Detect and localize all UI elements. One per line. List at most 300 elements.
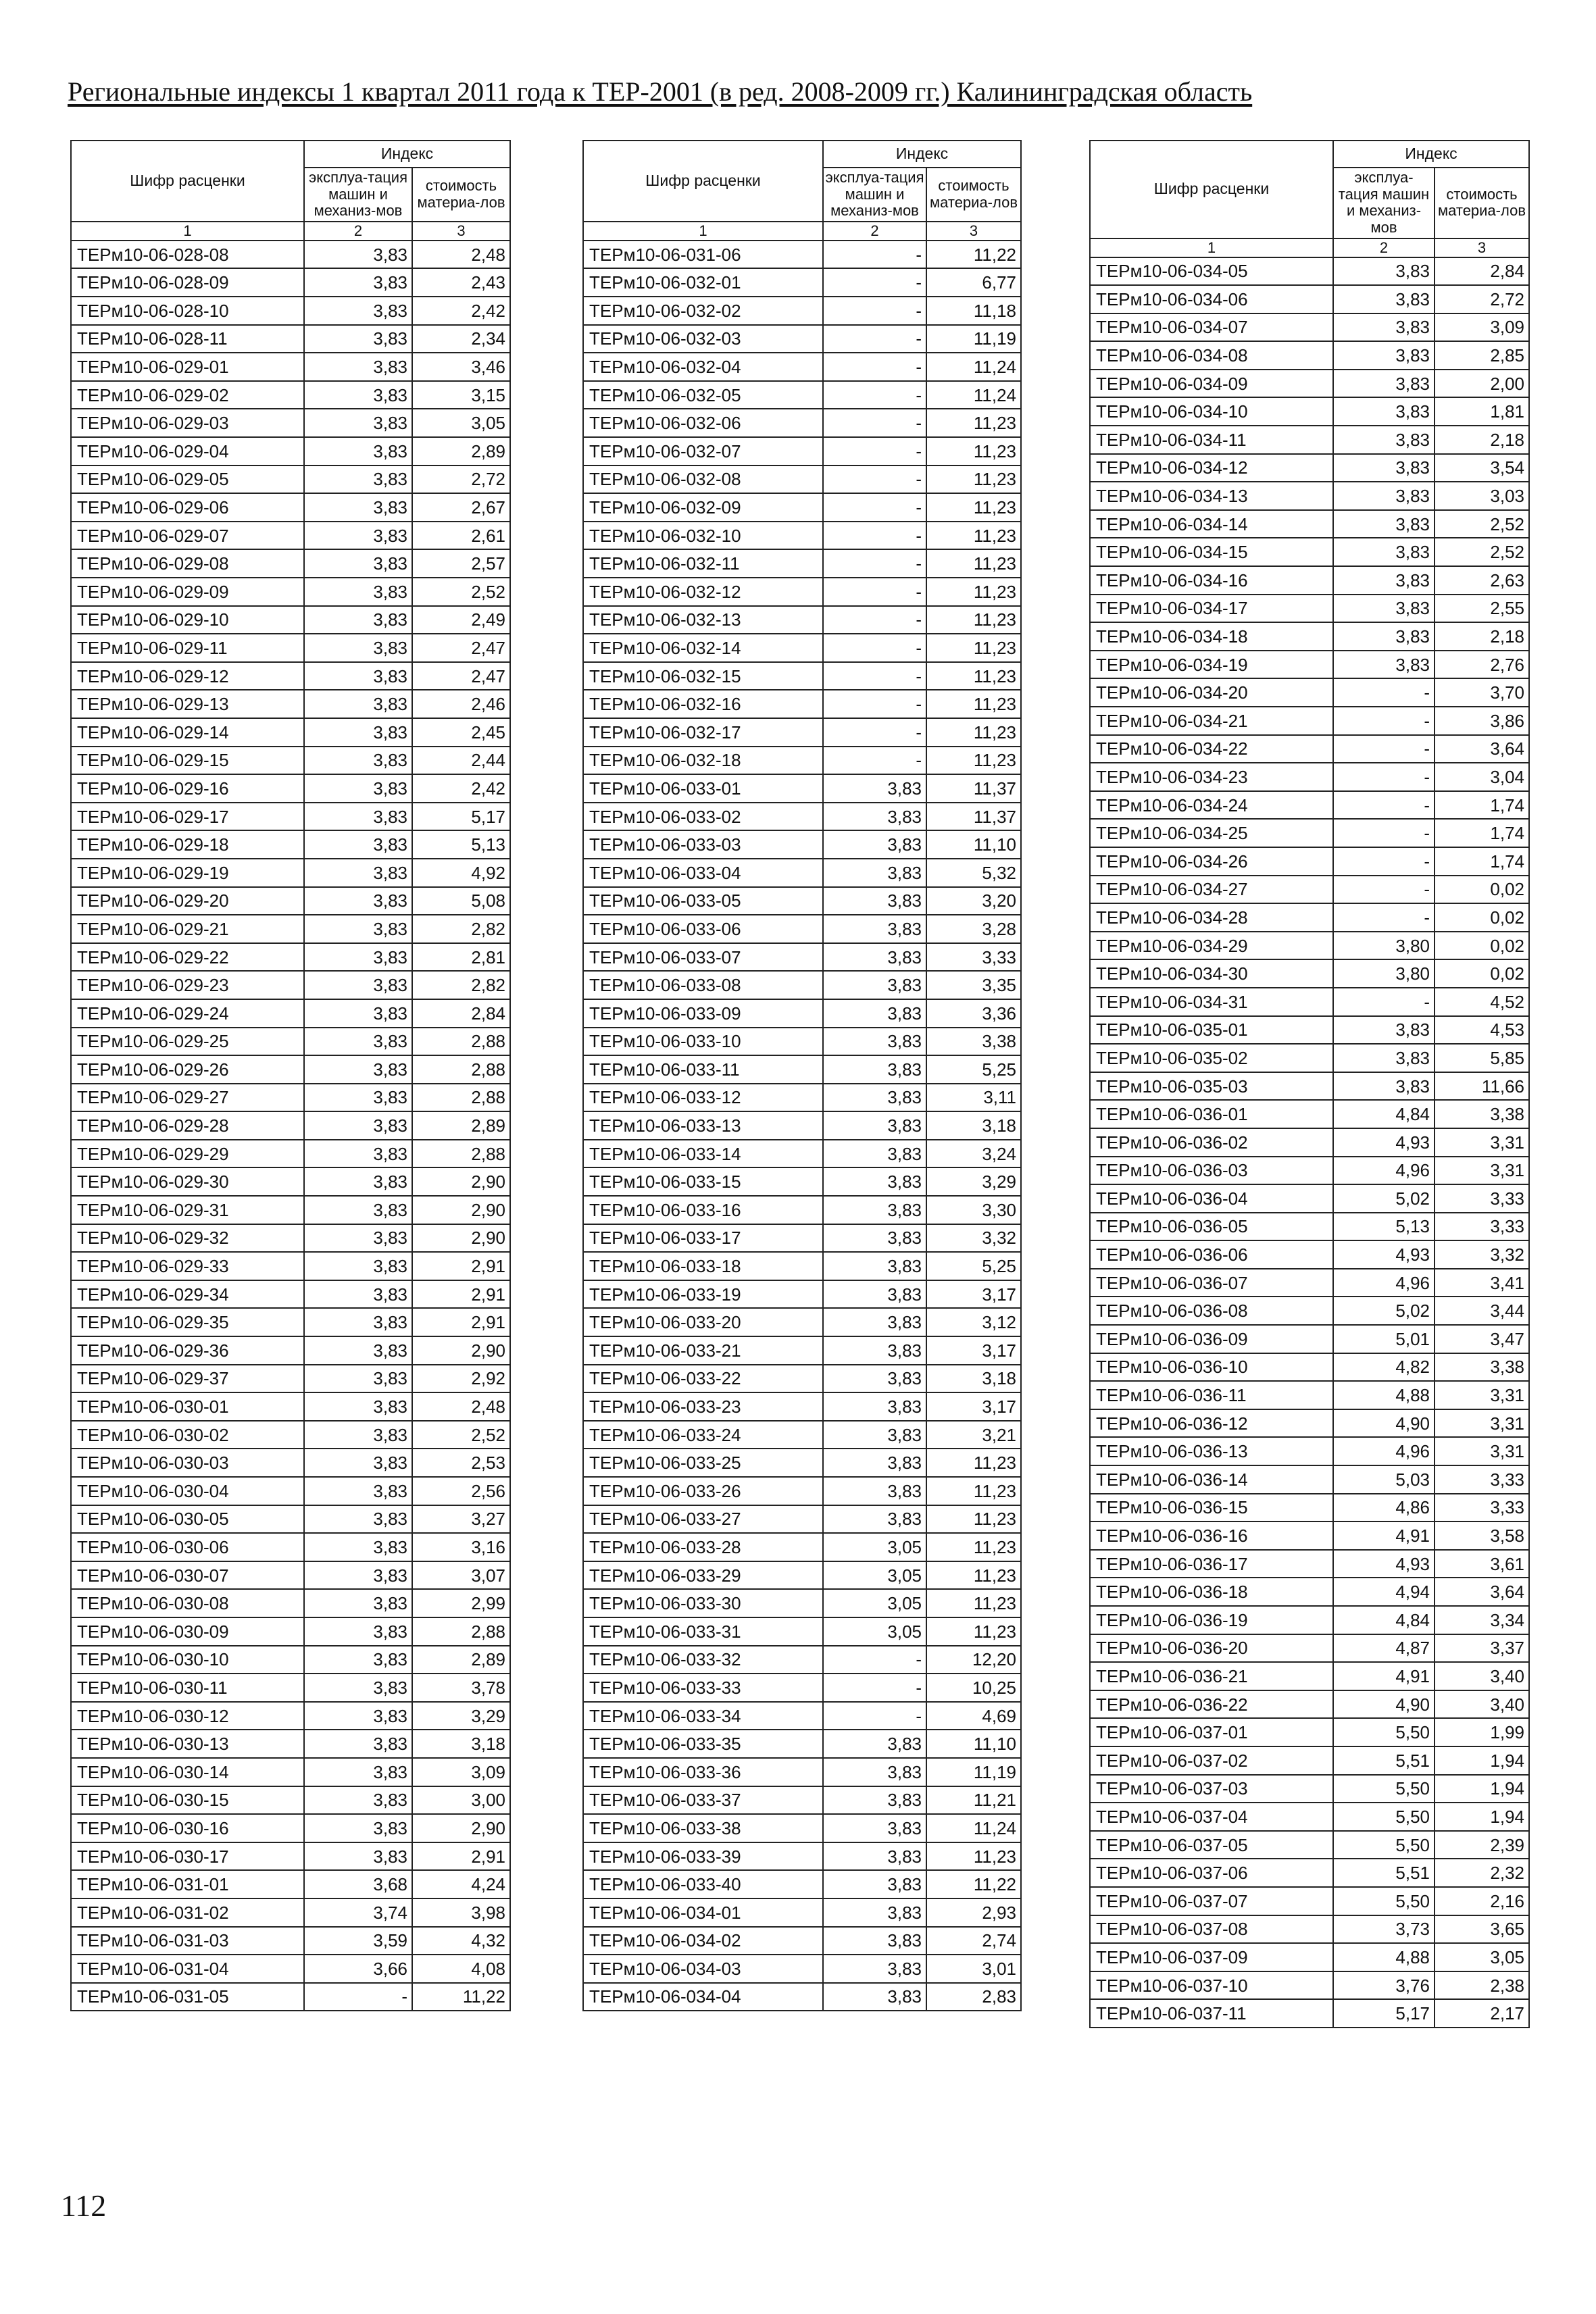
- machines-index-cell: 3,83: [304, 1252, 412, 1280]
- table-row: [1090, 1353, 1529, 1382]
- rate-code-cell: ТЕРм10-06-034-15: [1090, 538, 1333, 566]
- materials-index-cell: 4,24: [412, 1870, 510, 1898]
- table-row: [1090, 791, 1529, 820]
- table-row: [1090, 847, 1529, 876]
- machines-index-cell: -: [823, 549, 926, 578]
- machines-index-cell: -: [1333, 763, 1435, 791]
- rate-code-cell: ТЕРм10-06-030-11: [71, 1674, 304, 1702]
- table-row: [71, 747, 510, 775]
- machines-index-cell: 3,83: [823, 1167, 926, 1196]
- rate-code-cell: ТЕРм10-06-034-05: [1090, 257, 1333, 286]
- materials-index-cell: 3,40: [1435, 1690, 1529, 1719]
- header-materials: стоимость материа-лов: [1435, 168, 1529, 238]
- rate-code-cell: ТЕРм10-06-033-29: [583, 1561, 823, 1590]
- machines-index-cell: 3,83: [304, 1392, 412, 1421]
- materials-index-cell: 11,10: [926, 1730, 1021, 1758]
- materials-index-cell: 3,20: [926, 887, 1021, 915]
- machines-index-cell: -: [823, 606, 926, 634]
- rate-code-cell: ТЕРм10-06-037-07: [1090, 1887, 1333, 1915]
- table-row: [71, 1702, 510, 1730]
- table-row: [1090, 1887, 1529, 1915]
- table-row: [1090, 819, 1529, 847]
- table-row: [583, 1280, 1021, 1309]
- machines-index-cell: 3,83: [304, 1730, 412, 1758]
- machines-index-cell: 3,83: [304, 1646, 412, 1674]
- machines-index-cell: 3,83: [823, 887, 926, 915]
- rate-code-cell: ТЕРм10-06-036-15: [1090, 1494, 1333, 1522]
- materials-index-cell: 11,10: [926, 830, 1021, 859]
- machines-index-cell: 3,83: [823, 1983, 926, 2011]
- rate-code-cell: ТЕРм10-06-034-20: [1090, 678, 1333, 707]
- materials-index-cell: 11,66: [1435, 1072, 1529, 1101]
- materials-index-cell: 2,48: [412, 241, 510, 269]
- materials-index-cell: 11,23: [926, 690, 1021, 718]
- table-row: [583, 1786, 1021, 1815]
- rate-code-cell: ТЕРм10-06-033-02: [583, 803, 823, 831]
- table-row: [583, 803, 1021, 831]
- table-row: [71, 1955, 510, 1983]
- table-row: [71, 1533, 510, 1561]
- table-row: [1090, 1915, 1529, 1944]
- table-row: [71, 1561, 510, 1590]
- machines-index-cell: 3,83: [1333, 397, 1435, 426]
- materials-index-cell: 3,00: [412, 1786, 510, 1815]
- table-row: [71, 381, 510, 409]
- materials-index-cell: 2,47: [412, 662, 510, 690]
- machines-index-cell: 5,50: [1333, 1775, 1435, 1803]
- table-row: [1090, 1578, 1529, 1606]
- rate-code-cell: ТЕРм10-06-032-10: [583, 522, 823, 550]
- materials-index-cell: 5,25: [926, 1252, 1021, 1280]
- machines-index-cell: 3,83: [823, 1786, 926, 1815]
- table-row: [583, 437, 1021, 466]
- header-index: Индекс: [823, 141, 1021, 168]
- rate-code-cell: ТЕРм10-06-036-01: [1090, 1100, 1333, 1128]
- table-row: [71, 915, 510, 943]
- materials-index-cell: 3,03: [1435, 482, 1529, 510]
- rate-code-cell: ТЕРм10-06-036-07: [1090, 1269, 1333, 1297]
- machines-index-cell: -: [1333, 847, 1435, 876]
- materials-index-cell: 3,09: [412, 1758, 510, 1786]
- table-row: [583, 1814, 1021, 1842]
- rate-code-cell: ТЕРм10-06-029-18: [71, 830, 304, 859]
- rate-code-cell: ТЕРм10-06-030-09: [71, 1617, 304, 1646]
- table-row: [583, 1449, 1021, 1477]
- machines-index-cell: -: [823, 718, 926, 747]
- materials-index-cell: 11,19: [926, 1758, 1021, 1786]
- materials-index-cell: 3,29: [412, 1702, 510, 1730]
- rate-code-cell: ТЕРм10-06-031-03: [71, 1927, 304, 1955]
- table-row: [71, 718, 510, 747]
- rate-code-cell: ТЕРм10-06-034-25: [1090, 819, 1333, 847]
- materials-index-cell: 5,32: [926, 859, 1021, 887]
- rate-code-cell: ТЕРм10-06-037-03: [1090, 1775, 1333, 1803]
- rate-code-cell: ТЕРм10-06-032-11: [583, 549, 823, 578]
- rate-code-cell: ТЕРм10-06-034-08: [1090, 341, 1333, 370]
- machines-index-cell: -: [1333, 876, 1435, 904]
- table-row: [71, 999, 510, 1028]
- table-row: [583, 1561, 1021, 1590]
- table-row: [71, 522, 510, 550]
- table-row: [71, 1730, 510, 1758]
- rate-code-cell: ТЕРм10-06-033-10: [583, 1028, 823, 1056]
- table-row: [71, 268, 510, 297]
- materials-index-cell: 2,83: [926, 1983, 1021, 2011]
- machines-index-cell: 3,83: [823, 1084, 926, 1112]
- materials-index-cell: 3,33: [1435, 1465, 1529, 1494]
- machines-index-cell: 3,83: [1333, 538, 1435, 566]
- materials-index-cell: 4,92: [412, 859, 510, 887]
- materials-index-cell: 2,38: [1435, 1971, 1529, 2000]
- machines-index-cell: 3,83: [823, 774, 926, 803]
- machines-index-cell: 3,83: [823, 1955, 926, 1983]
- rate-code-cell: ТЕРм10-06-029-27: [71, 1084, 304, 1112]
- rate-code-cell: ТЕРм10-06-032-07: [583, 437, 823, 466]
- machines-index-cell: 3,83: [304, 690, 412, 718]
- rate-code-cell: ТЕРм10-06-034-16: [1090, 566, 1333, 595]
- table-row: [71, 830, 510, 859]
- rate-code-cell: ТЕРм10-06-037-09: [1090, 1943, 1333, 1971]
- table-row: [1090, 1831, 1529, 1859]
- rate-code-cell: ТЕРм10-06-036-05: [1090, 1213, 1333, 1241]
- rate-code-cell: ТЕРм10-06-030-17: [71, 1842, 304, 1871]
- materials-index-cell: 3,44: [1435, 1297, 1529, 1325]
- rate-code-cell: ТЕРм10-06-033-13: [583, 1111, 823, 1140]
- header-index: Индекс: [304, 141, 510, 168]
- rate-code-cell: ТЕРм10-06-033-26: [583, 1477, 823, 1505]
- table-row: [71, 971, 510, 999]
- materials-index-cell: 6,77: [926, 268, 1021, 297]
- table-row: [1090, 1718, 1529, 1746]
- rate-code-cell: ТЕРм10-06-031-06: [583, 241, 823, 269]
- machines-index-cell: -: [823, 1674, 926, 1702]
- table-row: [71, 1449, 510, 1477]
- rate-code-cell: ТЕРм10-06-034-17: [1090, 595, 1333, 623]
- table-row: [1090, 1803, 1529, 1831]
- rate-code-cell: ТЕРм10-06-033-09: [583, 999, 823, 1028]
- machines-index-cell: 3,83: [304, 578, 412, 606]
- machines-index-cell: 3,83: [1333, 370, 1435, 398]
- materials-index-cell: 2,72: [1435, 285, 1529, 313]
- table-row: [71, 1140, 510, 1168]
- rate-code-cell: ТЕРм10-06-029-34: [71, 1280, 304, 1309]
- machines-index-cell: 3,83: [304, 297, 412, 325]
- table-row: [71, 325, 510, 353]
- machines-index-cell: 3,76: [1333, 1971, 1435, 2000]
- table-row: [71, 1280, 510, 1309]
- table-row: [1090, 1100, 1529, 1128]
- machines-index-cell: 3,83: [304, 915, 412, 943]
- materials-index-cell: 11,23: [926, 549, 1021, 578]
- machines-index-cell: 3,83: [304, 1140, 412, 1168]
- rate-code-cell: ТЕРм10-06-036-08: [1090, 1297, 1333, 1325]
- materials-index-cell: 2,55: [1435, 595, 1529, 623]
- materials-index-cell: 3,17: [926, 1392, 1021, 1421]
- table-row: [583, 1983, 1021, 2011]
- machines-index-cell: -: [823, 578, 926, 606]
- machines-index-cell: 3,83: [1333, 566, 1435, 595]
- rate-code-cell: ТЕРм10-06-036-19: [1090, 1606, 1333, 1634]
- table-row: [583, 493, 1021, 522]
- materials-index-cell: 2,88: [412, 1140, 510, 1168]
- machines-index-cell: -: [823, 466, 926, 494]
- rate-code-cell: ТЕРм10-06-030-14: [71, 1758, 304, 1786]
- rate-code-cell: ТЕРм10-06-036-13: [1090, 1437, 1333, 1465]
- table-row: [583, 1533, 1021, 1561]
- table-row: [583, 718, 1021, 747]
- rate-code-cell: ТЕРм10-06-035-02: [1090, 1044, 1333, 1072]
- materials-index-cell: 11,23: [926, 466, 1021, 494]
- rate-code-cell: ТЕРм10-06-029-30: [71, 1167, 304, 1196]
- header-machines: эксплуа-тация машин и механиз-мов: [823, 168, 926, 222]
- rate-code-cell: ТЕРм10-06-033-38: [583, 1814, 823, 1842]
- machines-index-cell: 3,83: [1333, 313, 1435, 342]
- table-row: [583, 943, 1021, 972]
- rate-code-cell: ТЕРм10-06-029-32: [71, 1224, 304, 1253]
- rate-code-cell: ТЕРм10-06-033-21: [583, 1336, 823, 1365]
- machines-index-cell: 3,83: [304, 1561, 412, 1590]
- machines-index-cell: 3,83: [304, 1758, 412, 1786]
- materials-index-cell: 3,33: [1435, 1494, 1529, 1522]
- table-row: [1090, 1494, 1529, 1522]
- materials-index-cell: 11,24: [926, 1814, 1021, 1842]
- table-row: [583, 747, 1021, 775]
- table-row: [583, 522, 1021, 550]
- materials-index-cell: 10,25: [926, 1674, 1021, 1702]
- table-row: [583, 662, 1021, 690]
- materials-index-cell: 2,52: [412, 1421, 510, 1449]
- materials-index-cell: 4,52: [1435, 988, 1529, 1016]
- materials-index-cell: 5,08: [412, 887, 510, 915]
- materials-index-cell: 11,18: [926, 297, 1021, 325]
- table-row: [71, 1842, 510, 1871]
- rate-code-cell: ТЕРм10-06-034-22: [1090, 735, 1333, 763]
- rate-code-cell: ТЕРм10-06-032-03: [583, 325, 823, 353]
- rate-code-cell: ТЕРм10-06-033-22: [583, 1365, 823, 1393]
- table-row: [583, 1196, 1021, 1224]
- rate-code-cell: ТЕРм10-06-033-23: [583, 1392, 823, 1421]
- materials-index-cell: 3,33: [1435, 1213, 1529, 1241]
- machines-index-cell: 3,83: [1333, 426, 1435, 454]
- rate-code-cell: ТЕРм10-06-033-08: [583, 971, 823, 999]
- header-machines: эксплуа-тация машин и механиз-мов: [304, 168, 412, 222]
- materials-index-cell: 3,32: [1435, 1240, 1529, 1269]
- table-row: [583, 1617, 1021, 1646]
- table-row: [583, 606, 1021, 634]
- rate-code-cell: ТЕРм10-06-029-37: [71, 1365, 304, 1393]
- machines-index-cell: 4,94: [1333, 1578, 1435, 1606]
- rate-code-cell: ТЕРм10-06-034-04: [583, 1983, 823, 2011]
- rate-code-cell: ТЕРм10-06-033-32: [583, 1646, 823, 1674]
- table-row: [1090, 1072, 1529, 1101]
- machines-index-cell: 5,51: [1333, 1859, 1435, 1887]
- table-row: [583, 268, 1021, 297]
- table-row: [583, 1084, 1021, 1112]
- materials-index-cell: 2,16: [1435, 1887, 1529, 1915]
- materials-index-cell: 2,46: [412, 690, 510, 718]
- table-row: [71, 606, 510, 634]
- rate-code-cell: ТЕРм10-06-034-27: [1090, 876, 1333, 904]
- materials-index-cell: 3,38: [926, 1028, 1021, 1056]
- machines-index-cell: 3,83: [823, 1055, 926, 1084]
- materials-index-cell: 3,31: [1435, 1157, 1529, 1185]
- machines-index-cell: -: [823, 381, 926, 409]
- rate-code-cell: ТЕРм10-06-030-07: [71, 1561, 304, 1590]
- materials-index-cell: 5,13: [412, 830, 510, 859]
- machines-index-cell: 5,02: [1333, 1297, 1435, 1325]
- machines-index-cell: 3,83: [1333, 454, 1435, 482]
- materials-index-cell: 2,53: [412, 1449, 510, 1477]
- machines-index-cell: 3,83: [304, 1533, 412, 1561]
- table-row: [71, 1167, 510, 1196]
- materials-index-cell: 2,44: [412, 747, 510, 775]
- table-row: [1090, 257, 1529, 286]
- materials-index-cell: 3,05: [412, 409, 510, 437]
- machines-index-cell: 3,83: [823, 1730, 926, 1758]
- header-num-3: 3: [926, 222, 1021, 241]
- machines-index-cell: 3,83: [823, 943, 926, 972]
- rate-code-cell: ТЕРм10-06-036-21: [1090, 1662, 1333, 1690]
- machines-index-cell: 3,83: [304, 1365, 412, 1393]
- rate-code-cell: ТЕРм10-06-034-29: [1090, 932, 1333, 960]
- materials-index-cell: 11,23: [926, 1589, 1021, 1617]
- machines-index-cell: 3,83: [1333, 651, 1435, 679]
- table-row: [1090, 1746, 1529, 1775]
- rate-code-cell: ТЕРм10-06-032-18: [583, 747, 823, 775]
- rate-code-cell: ТЕРм10-06-030-08: [71, 1589, 304, 1617]
- machines-index-cell: 3,83: [304, 353, 412, 381]
- table-row: [583, 1505, 1021, 1534]
- materials-index-cell: 2,18: [1435, 426, 1529, 454]
- machines-index-cell: 3,83: [304, 999, 412, 1028]
- header-num-1: 1: [71, 222, 304, 241]
- header-num-3: 3: [412, 222, 510, 241]
- table-row: [1090, 1550, 1529, 1578]
- materials-index-cell: 3,98: [412, 1898, 510, 1927]
- materials-index-cell: 11,21: [926, 1786, 1021, 1815]
- rate-code-cell: ТЕРм10-06-037-05: [1090, 1831, 1333, 1859]
- rate-code-cell: ТЕРм10-06-034-12: [1090, 454, 1333, 482]
- rate-code-cell: ТЕРм10-06-033-27: [583, 1505, 823, 1534]
- table-row: [1090, 454, 1529, 482]
- rate-code-cell: ТЕРм10-06-034-02: [583, 1927, 823, 1955]
- machines-index-cell: 3,83: [823, 1477, 926, 1505]
- materials-index-cell: 3,31: [1435, 1128, 1529, 1157]
- rate-code-cell: ТЕРм10-06-036-02: [1090, 1128, 1333, 1157]
- materials-index-cell: 4,69: [926, 1702, 1021, 1730]
- rate-code-cell: ТЕРм10-06-033-18: [583, 1252, 823, 1280]
- materials-index-cell: 2,34: [412, 325, 510, 353]
- machines-index-cell: 3,83: [304, 606, 412, 634]
- machines-index-cell: 3,83: [1333, 595, 1435, 623]
- rate-code-cell: ТЕРм10-06-029-02: [71, 381, 304, 409]
- materials-index-cell: 11,19: [926, 325, 1021, 353]
- table-row: [1090, 1184, 1529, 1213]
- machines-index-cell: 3,68: [304, 1870, 412, 1898]
- machines-index-cell: 4,82: [1333, 1353, 1435, 1382]
- header-num-2: 2: [823, 222, 926, 241]
- rate-code-cell: ТЕРм10-06-031-02: [71, 1898, 304, 1927]
- header-materials: стоимость материа-лов: [926, 168, 1021, 222]
- machines-index-cell: 4,91: [1333, 1662, 1435, 1690]
- table-row: [583, 1308, 1021, 1336]
- rate-code-cell: ТЕРм10-06-033-06: [583, 915, 823, 943]
- machines-index-cell: 3,83: [304, 1786, 412, 1815]
- table-row: [71, 1477, 510, 1505]
- materials-index-cell: 11,23: [926, 662, 1021, 690]
- rate-code-cell: ТЕРм10-06-036-16: [1090, 1521, 1333, 1550]
- rate-code-cell: ТЕРм10-06-033-37: [583, 1786, 823, 1815]
- materials-index-cell: 1,74: [1435, 791, 1529, 820]
- table-row: [583, 466, 1021, 494]
- materials-index-cell: 3,64: [1435, 1578, 1529, 1606]
- rate-code-cell: ТЕРм10-06-036-18: [1090, 1578, 1333, 1606]
- table-row: [1090, 510, 1529, 538]
- materials-index-cell: 2,91: [412, 1308, 510, 1336]
- table-row: [71, 1392, 510, 1421]
- rate-code-cell: ТЕРм10-06-030-05: [71, 1505, 304, 1534]
- machines-index-cell: 4,88: [1333, 1943, 1435, 1971]
- table-row: [1090, 1999, 1529, 2028]
- machines-index-cell: -: [823, 634, 926, 662]
- rate-code-cell: ТЕРм10-06-034-03: [583, 1955, 823, 1983]
- table-row: [583, 1392, 1021, 1421]
- machines-index-cell: 3,83: [823, 1224, 926, 1253]
- materials-index-cell: 0,02: [1435, 932, 1529, 960]
- table-row: [1090, 397, 1529, 426]
- rate-code-cell: ТЕРм10-06-036-11: [1090, 1381, 1333, 1409]
- materials-index-cell: 3,86: [1435, 707, 1529, 735]
- materials-index-cell: 2,67: [412, 493, 510, 522]
- machines-index-cell: 3,83: [823, 1842, 926, 1871]
- machines-index-cell: -: [823, 690, 926, 718]
- machines-index-cell: 3,83: [304, 1055, 412, 1084]
- header-num-1: 1: [1090, 238, 1333, 257]
- materials-index-cell: 12,20: [926, 1646, 1021, 1674]
- table-row: [71, 1028, 510, 1056]
- materials-index-cell: 3,36: [926, 999, 1021, 1028]
- table-row: [1090, 1437, 1529, 1465]
- materials-index-cell: 2,91: [412, 1280, 510, 1309]
- materials-index-cell: 3,38: [1435, 1353, 1529, 1382]
- rate-code-cell: ТЕРм10-06-029-13: [71, 690, 304, 718]
- header-num-2: 2: [1333, 238, 1435, 257]
- materials-index-cell: 2,52: [412, 578, 510, 606]
- machines-index-cell: 3,83: [823, 1392, 926, 1421]
- table-row: [1090, 1409, 1529, 1438]
- machines-index-cell: 3,83: [1333, 622, 1435, 651]
- machines-index-cell: 3,83: [823, 803, 926, 831]
- materials-index-cell: 11,23: [926, 1561, 1021, 1590]
- header-code: Шифр расценки: [1090, 141, 1333, 238]
- machines-index-cell: 3,83: [1333, 1072, 1435, 1101]
- rate-code-cell: ТЕРм10-06-034-31: [1090, 988, 1333, 1016]
- materials-index-cell: 3,24: [926, 1140, 1021, 1168]
- table-row: [1090, 1157, 1529, 1185]
- machines-index-cell: 3,83: [1333, 257, 1435, 286]
- table-row: [583, 1224, 1021, 1253]
- rate-code-cell: ТЕРм10-06-034-19: [1090, 651, 1333, 679]
- table-row: [1090, 903, 1529, 932]
- rate-code-cell: ТЕРм10-06-032-15: [583, 662, 823, 690]
- machines-index-cell: 4,88: [1333, 1381, 1435, 1409]
- machines-index-cell: 3,83: [1333, 1044, 1435, 1072]
- machines-index-cell: 5,02: [1333, 1184, 1435, 1213]
- materials-index-cell: 3,78: [412, 1674, 510, 1702]
- rate-code-cell: ТЕРм10-06-029-16: [71, 774, 304, 803]
- rate-code-cell: ТЕРм10-06-029-12: [71, 662, 304, 690]
- machines-index-cell: 3,83: [304, 1167, 412, 1196]
